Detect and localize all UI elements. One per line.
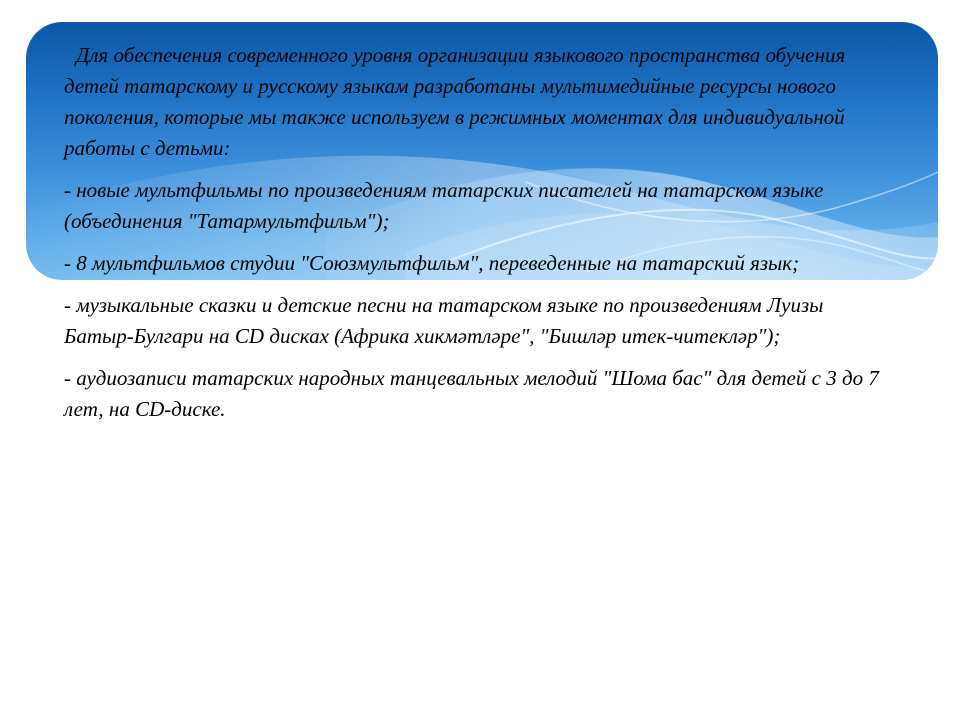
body-text — [64, 40, 894, 436]
intro-paragraph: Для обеспечения современного уровня организации языкового пространства обучения детей татарскому и русскому языкам разработаны мультимедийные ресурсы нового поколения, которые мы также используем в режимных моментах для индивидуальной работы с детьми: — [64, 43, 846, 160]
list-item: - новые мультфильмы по произведениям татарских писателей на татарском языке (объединения "Татармультфильм"); — [64, 178, 824, 233]
list-item: - аудиозаписи татарских народных танцевальных мелодий "Шома бас" для детей с 3 до 7 лет, на CD-диске. — [64, 366, 879, 421]
list-item: - 8 мультфильмов студии "Союзмультфильм", переведенные на татарский язык; — [64, 251, 800, 275]
list-item: - музыкальные сказки и детские песни на татарском языке по произведениям Луизы Батыр-Булгари на CD дисках (Африка хикмәтләре", "Бишләр итек-читекләр"); — [64, 293, 824, 348]
